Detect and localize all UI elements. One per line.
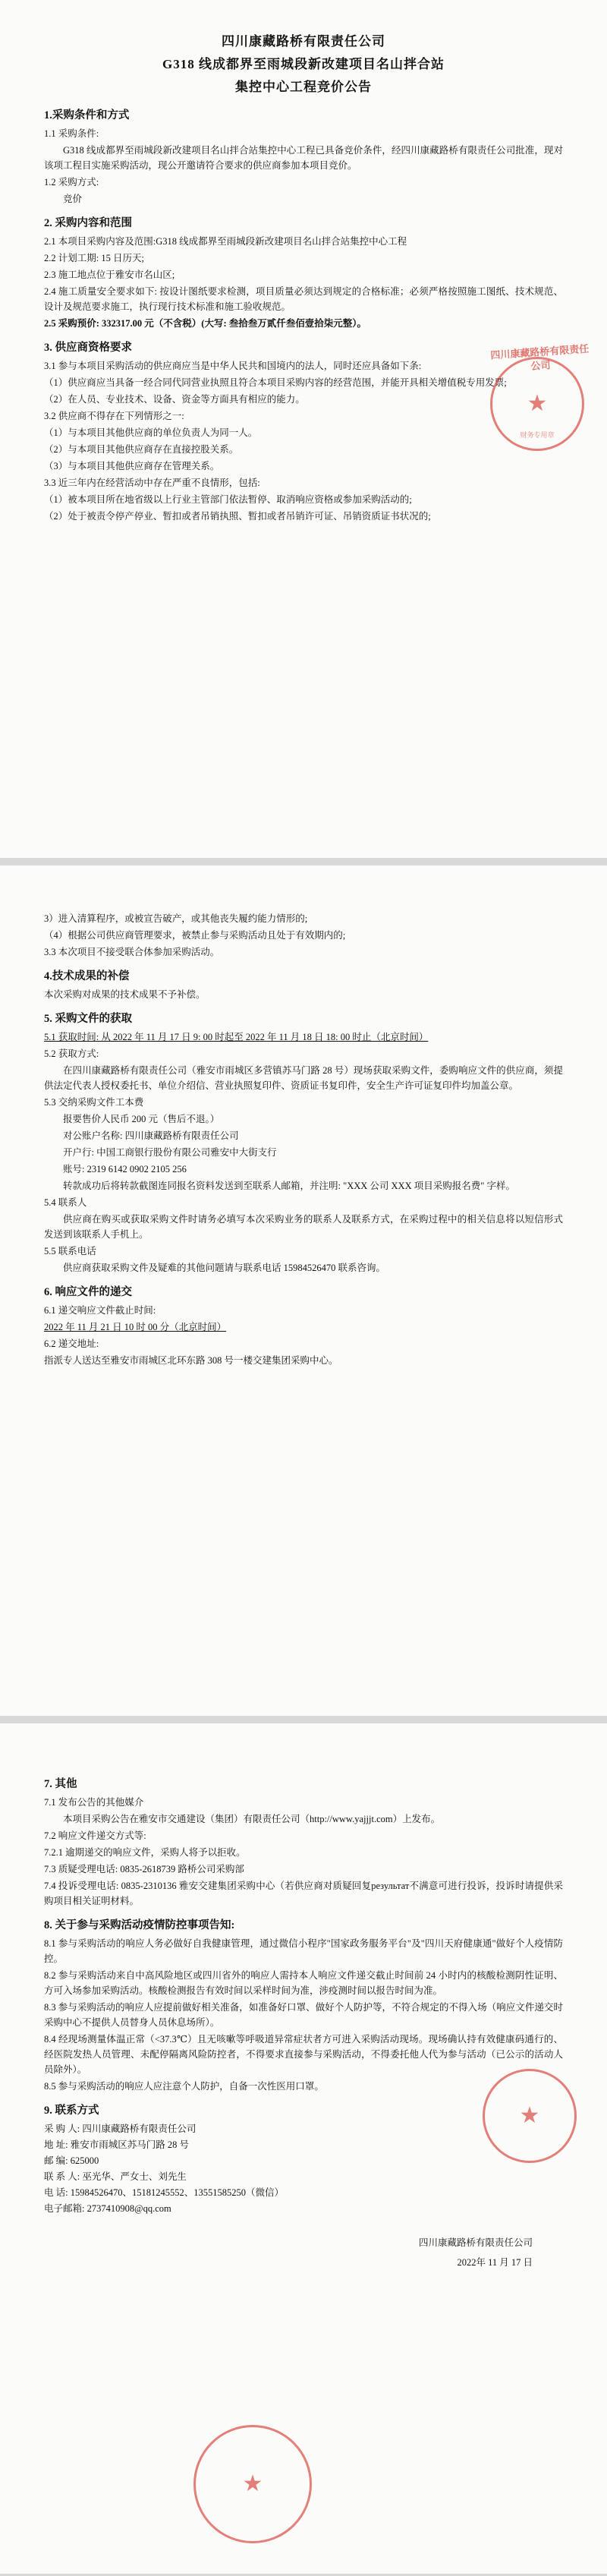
fee-line-4: 转款成功后将转款截图连同报名资料发送到至联系人邮箱，并注明: "XXX 公司 XXX 项目采购报名费" 字样。 <box>63 1181 515 1191</box>
section-heading-1: 1.采购条件和方式 <box>44 109 130 121</box>
section-5-item-1: 5.2 获取方式: <box>44 1048 99 1059</box>
section-5-item-0: 5.1 获取时间: 从 2022 年 11 月 17 日 9: 00 时起至 2022 年 11 月 18 日 18: 00 时止（北京时间） <box>44 1032 429 1042</box>
title-line-2: G318 线成都界至雨城段新改建项目名山拌合站 <box>162 57 445 71</box>
signature-company: 四川康藏路桥有限责任公司 <box>418 2237 533 2248</box>
document-page-1 <box>0 0 607 858</box>
contact-label-2: 邮 编: <box>44 2155 68 2166</box>
section-1-item-1: G318 线成都界至雨城段新改建项目名山拌合站集控中心工程已具备竞价条件，经四川康藏路桥有限责任公司批准，现对该项工程目实施采购活动，现公开邀请符合要求的供应商参加本项目竞价。 <box>44 145 563 171</box>
section-8-item-2: 8.3 参与采购活动的响应人应提前做好相关准备，如准备好口罩、做好个人防护等，不符合规定的不得入场（响应文件递交时采购中心不提供人员替身人员休息场所）。 <box>44 2002 563 2028</box>
section-6-item-1: 2022 年 11 月 21 日 10 时 00 分（北京时间） <box>44 1322 227 1332</box>
document-page-2 <box>0 865 607 1716</box>
section-heading-3: 3. 供应商资格要求 <box>44 342 132 354</box>
section-6-item-3: 指派专人送达至雅安市雨城区北环东路 308 号一楼交建集团采购中心。 <box>44 1355 338 1366</box>
company-seal-signature <box>193 2425 312 2543</box>
contact-label-5: 电子邮箱: <box>44 2203 85 2214</box>
section-7-item-1: 本项目采购公告在雅安市交通建设（集团）有限责任公司（http://www.yajjjt.com）上发布。 <box>63 1814 441 1824</box>
section-3-item-7: 3.3 近三年内在经营活动中存在严重不良情形，包括: <box>44 478 260 488</box>
section-3-item-4: （1）与本项目其他供应商的单位负责人为同一人。 <box>44 427 258 438</box>
contact-value-0: 四川康藏路桥有限责任公司 <box>82 2124 197 2134</box>
section-heading-4: 4.技术成果的补偿 <box>44 970 130 982</box>
section-3-item-9: （2）处于被责令停产停业、暂扣或者吊销执照、暂扣或者吊销许可证、吊销资质证书状况的; <box>44 511 431 522</box>
page2-s3-item-2: 3.3 本次项目不接受联合体参加采购活动。 <box>44 947 220 957</box>
fee-line-8: 供应商获取采购文件及疑难的其他问题请与联系电话 15984526470 联系咨询。 <box>63 1263 386 1273</box>
fee-line-3: 账号: 2319 6142 0902 2105 256 <box>63 1164 187 1174</box>
section-heading-6: 6. 响应文件的递交 <box>44 1286 132 1298</box>
signature-date: 2022年 11 月 17 日 <box>457 2257 533 2268</box>
section-8-item-0: 8.1 参与采购活动的响应人务必做好自我健康管理，通过微信小程序"国家政务服务平台"及"四川天府健康通"做好个人疫情防控。 <box>44 1938 563 1964</box>
contact-value-2: 625000 <box>70 2155 99 2166</box>
contact-label-0: 采 购 人: <box>44 2124 80 2134</box>
section-1-item-3: 竞价 <box>63 194 83 204</box>
contact-row-0 <box>44 2121 563 2137</box>
document-title <box>44 30 563 99</box>
document-page-3 <box>0 1723 607 2574</box>
section-8-item-1: 8.2 参与采购活动来自中高风险地区或四川省外的响应人需持本人响应文件递交截止时间前 24 小时内的核酸检测阴性证明、方可入场参加采购活动。核酸检测报告有效时间以采样时间为准，涉疫测时间以报告时间为准。 <box>44 1970 563 1996</box>
fee-line-6: 供应商在购买或获取采购文件时请务必填写本次采购业务的联系人及联系方式，在采购过程中的相关信息将以短信形式发送到该联系人手机上。 <box>44 1214 563 1240</box>
section-1-item-0: 1.1 采购条件: <box>44 128 99 139</box>
section-5-item-3: 5.3 交纳采购文件工本费 <box>44 1097 144 1108</box>
section-1-item-2: 1.2 采购方式: <box>44 177 99 188</box>
contact-label-1: 地 址: <box>44 2139 68 2150</box>
contact-row-4 <box>44 2185 563 2201</box>
contact-value-1: 雅安市雨城区苏马门路 28 号 <box>70 2139 189 2150</box>
title-line-3: 集控中心工程竞价公告 <box>235 80 372 94</box>
contact-value-5: 2737410908@qq.com <box>86 2203 171 2214</box>
seal-bottom-label: 财务专用章 <box>520 431 555 439</box>
section-5-item-2: 在四川康藏路桥有限责任公司（雅安市雨城区多营镇苏马门路 28 号）现场获取采购文件，委购响应文件的供应商，须提供法定代表人授权委托书、单位介绍信、营业执照复印件、资质证书复印件，安全生产许可证复印件均加盖公章。 <box>44 1065 563 1091</box>
section-3-item-8: （1）被本项目所在地省级以上行业主管部门依法暂停、取消响应资格或参加采购活动的; <box>44 494 412 505</box>
page2-s3-item-1: （4）根据公司供应商管理要求，被禁止参与采购活动且处于有效期内的; <box>44 930 346 941</box>
section-8-item-3: 8.4 经现场测量体温正常（<37.3℃）且无咳嗽等呼吸道异常症状者方可进入采购活动现场。现场确认持有效健康码通行的、经医院发热人员管理、未配停隔离风险防控者，不得要求直接参与采购活动，不得委托他人代为参与活动（已公示的活动人员除外）。 <box>44 2034 563 2075</box>
section-7-item-5: 7.4 投诉受理电话: 0835-2310136 雅安交建集团采购中心（若供应商对质疑回复результат不满意可进行投诉，投诉时请提供采购项目相关证明材料。 <box>44 1881 563 1906</box>
section-heading-8: 8. 关于参与采购活动疫情防控事项告知: <box>44 1919 235 1931</box>
fee-line-7: 5.5 联系电话 <box>44 1246 96 1256</box>
section-heading-9: 9. 联系方式 <box>44 2105 99 2117</box>
section-2-item-1: 2.2 计划工期: 15 日历天; <box>44 253 144 263</box>
section-heading-5: 5. 采购文件的获取 <box>44 1013 132 1025</box>
section-3-item-1: （1）供应商应当具备一经合同代同营业执照且符合本项目采购内容的经营范围，并能开具相关增值税专用发票; <box>44 377 507 388</box>
fee-line-1: 对公账户名称: 四川康藏路桥有限责任公司 <box>63 1130 239 1141</box>
fee-line-5: 5.4 联系人 <box>44 1197 87 1208</box>
section-2-item-0: 2.1 本项目采购内容及范围:G318 线成都界至雨城段新改建项目名山拌合站集控中心工程 <box>44 236 407 247</box>
section-3-item-5: （2）与本项目其他供应商存在直接控股关系。 <box>44 444 239 455</box>
seal-star-icon-2: ★ <box>519 2103 540 2128</box>
contact-value-3: 巫光华、严女士、刘先生 <box>82 2171 187 2182</box>
contact-value-4: 15984526470、15181245552、13551585250（微信） <box>70 2187 284 2198</box>
section-4-item-0: 本次采购对成果的技术成果不予补偿。 <box>44 989 206 1000</box>
section-2-item-2: 2.3 施工地点位于雅安市名山区; <box>44 270 175 280</box>
title-line-1: 四川康藏路桥有限责任公司 <box>222 34 385 49</box>
contact-row-3 <box>44 2169 563 2185</box>
seal-company-text: 四川康藏路桥有限责任公司 <box>489 342 590 372</box>
section-7-item-0: 7.1 发布公告的其他媒介 <box>44 1797 144 1808</box>
seal-star-icon-3: ★ <box>242 2471 263 2496</box>
contact-label-4: 电 话: <box>44 2187 68 2198</box>
contact-row-5 <box>44 2201 563 2217</box>
contact-label-3: 联 系 人: <box>44 2171 80 2182</box>
section-3-item-2: （2）在人员、专业技术、设备、资金等方面具有相应的能力。 <box>44 394 305 405</box>
section-8-item-4: 8.5 参与采购活动的响应人应注意个人防护，自备一次性医用口罩。 <box>44 2081 324 2092</box>
section-7-item-3: 7.2.1 逾期递交的响应文件，采购人将予以拒收。 <box>44 1847 246 1858</box>
fee-line-0: 报要售价人民币 200 元（售后不退。） <box>63 1114 220 1124</box>
section-heading-2: 2. 采购内容和范围 <box>44 217 132 229</box>
contact-row-2 <box>44 2153 563 2169</box>
contact-row-1 <box>44 2137 563 2153</box>
section-3-item-6: （3）与本项目其他供应商存在管理关系。 <box>44 461 220 471</box>
section-heading-7: 7. 其他 <box>44 1778 77 1790</box>
section-2-item-4: 2.5 采购预价: 332317.00 元（不含税）(大写: 叁拾叁万贰仟叁佰壹拾柒元整）。 <box>44 318 366 329</box>
section-3-item-0: 3.1 参与本项目采购活动的供应商应当是中华人民共和国境内的法人，同时还应具备如下条: <box>44 361 422 371</box>
section-7-item-4: 7.3 质疑受理电话: 0835-2618739 路桥公司采购部 <box>44 1864 244 1874</box>
section-6-item-0: 6.1 递交响应文件截止时间: <box>44 1305 156 1316</box>
page2-s3-item-0: 3）进入清算程序，或被宣告破产，或其他丧失履约能力情形的; <box>44 913 308 924</box>
section-7-item-2: 7.2 响应文件递交方式等: <box>44 1830 146 1841</box>
seal-star-icon: ★ <box>527 391 548 416</box>
section-6-item-2: 6.2 递交地址: <box>44 1338 99 1349</box>
section-3-item-3: 3.2 供应商不得存在下列情形之一: <box>44 411 184 421</box>
fee-line-2: 开户行: 中国工商银行股份有限公司雅安中大街支行 <box>63 1147 277 1158</box>
section-2-item-3: 2.4 施工质量安全要求如下: 按设计图纸要求检测，项目质量必须达到规定的合格标准；必须严格按照施工图纸、技术规范、设计及规范要求施工，执行现行技术标准和施工验收规范。 <box>44 286 563 312</box>
